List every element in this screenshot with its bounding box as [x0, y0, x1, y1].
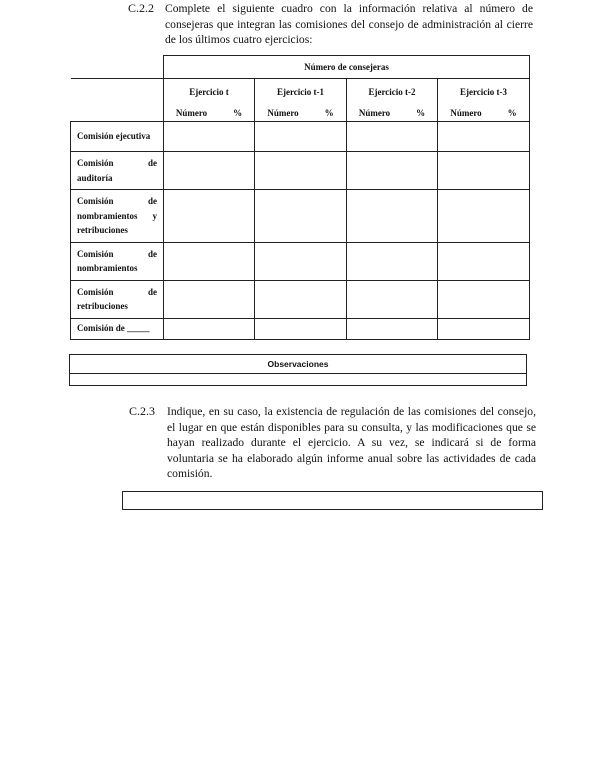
table-cell[interactable]	[438, 122, 530, 152]
table-row	[71, 318, 530, 339]
row-label: Comisión de auditoría	[71, 152, 164, 190]
sub-numero: Número	[450, 108, 482, 118]
table-row	[71, 152, 530, 190]
row-label: Comisión de retribuciones	[71, 280, 164, 318]
table-row	[71, 280, 530, 318]
table-row	[71, 242, 530, 280]
table-cell[interactable]	[255, 242, 347, 280]
table-cell[interactable]	[255, 318, 347, 339]
year-header-t2	[347, 79, 438, 122]
year-label: Ejercicio t-1	[276, 87, 325, 97]
sub-numero: Número	[358, 108, 391, 118]
table-cell[interactable]	[347, 152, 438, 190]
table-cell[interactable]	[164, 152, 255, 190]
year-header-t3	[438, 79, 530, 122]
year-label: Ejercicio t-3	[459, 87, 508, 97]
table-cell[interactable]	[255, 190, 347, 243]
sub-pct: %	[233, 108, 243, 118]
table-cell[interactable]	[347, 318, 438, 339]
year-header-t	[164, 79, 255, 122]
observations-title: Observaciones	[70, 355, 526, 374]
sub-pct: %	[416, 108, 426, 118]
table-cell[interactable]	[164, 190, 255, 243]
table-cell[interactable]	[438, 318, 530, 339]
section-number-c23: C.2.3	[129, 404, 156, 418]
table-row	[71, 190, 530, 243]
consejeras-table	[70, 55, 530, 340]
sub-numero: Número	[267, 108, 299, 118]
table-cell[interactable]	[255, 152, 347, 190]
section-number-c22: C.2.2	[128, 1, 155, 15]
table-cell[interactable]	[164, 122, 255, 152]
table-header: Número de consejeras	[164, 56, 530, 79]
section-text-c23: Indique, en su caso, la existencia de regulación de las comisiones del consejo, el lugar en que están disponibles para su consulta, y las modificaciones que se hayan realizado durante el ejercicio. A su vez, se indicará si de forma voluntaria se ha elaborado algún informe anual sobre las actividades de cada comisión.	[167, 405, 536, 480]
table-cell[interactable]	[347, 122, 438, 152]
year-label: Ejercicio t	[189, 87, 229, 97]
table-cell[interactable]	[438, 190, 530, 243]
year-label: Ejercicio t-2	[368, 87, 416, 97]
answer-field-c23[interactable]	[122, 491, 543, 510]
table-cell[interactable]	[255, 122, 347, 152]
row-label: Comisión ejecutiva	[71, 122, 164, 152]
table-cell[interactable]	[438, 242, 530, 280]
table-cell[interactable]	[164, 242, 255, 280]
table-cell[interactable]	[347, 280, 438, 318]
row-label: Comisión de nombramientos y retribuciones	[71, 190, 164, 243]
table-cell[interactable]	[438, 152, 530, 190]
sub-pct: %	[507, 108, 517, 118]
sub-pct: %	[324, 108, 334, 118]
observations-box	[69, 354, 527, 386]
table-corner	[71, 79, 164, 122]
sub-numero: Número	[175, 108, 208, 118]
table-cell[interactable]	[164, 318, 255, 339]
year-header-t1	[255, 79, 347, 122]
observations-field[interactable]	[70, 374, 526, 386]
table-row	[71, 122, 530, 152]
table-cell[interactable]	[255, 280, 347, 318]
table-cell[interactable]	[438, 280, 530, 318]
table-cell[interactable]	[347, 242, 438, 280]
row-label: Comisión de nombramientos	[71, 242, 164, 280]
table-cell[interactable]	[347, 190, 438, 243]
row-label: Comisión de _____	[71, 318, 164, 339]
table-corner	[71, 56, 164, 79]
section-text-c22: Complete el siguiente cuadro con la información relativa al número de consejeras que integran las comisiones del consejo de administración al cierre de los últimos cuatro ejercicios:	[165, 2, 533, 46]
table-cell[interactable]	[164, 280, 255, 318]
